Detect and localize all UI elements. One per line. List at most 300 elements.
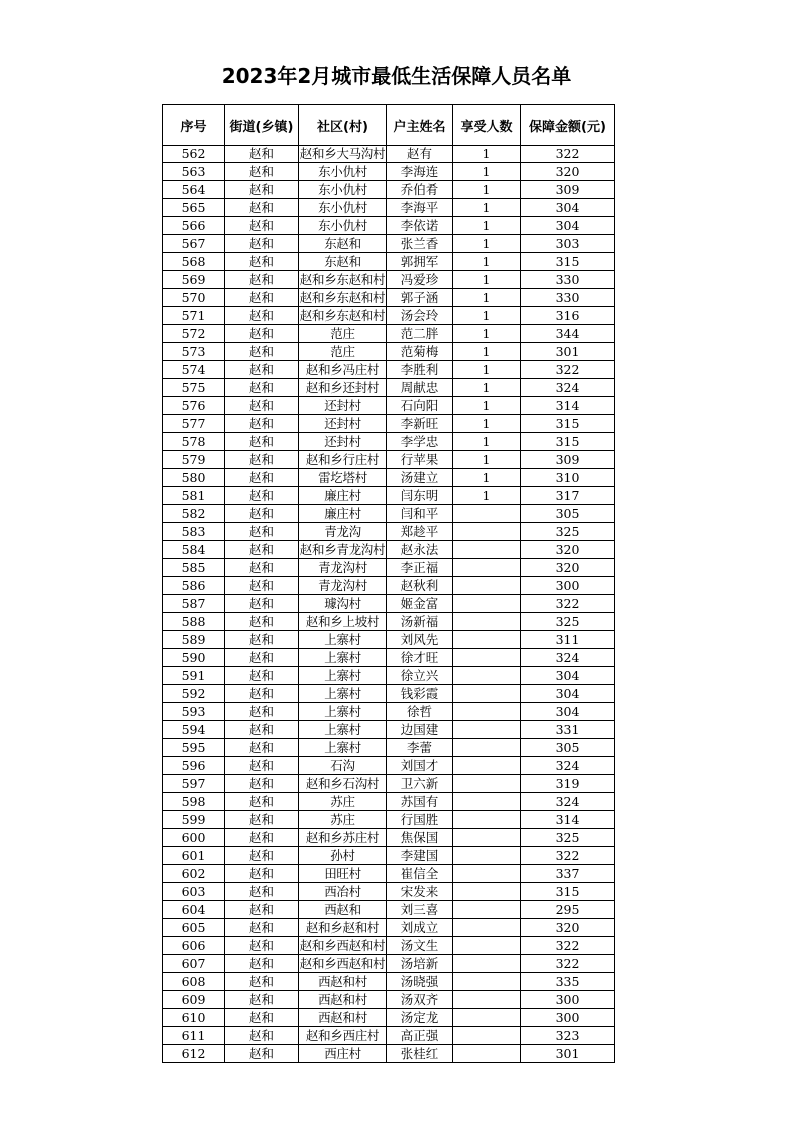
cell-name: 赵永法 (387, 541, 453, 559)
cell-street: 赵和 (225, 649, 299, 667)
cell-street: 赵和 (225, 325, 299, 343)
table-row (163, 973, 615, 991)
cell-amount: 319 (521, 775, 615, 793)
cell-amount: 301 (521, 1045, 615, 1063)
cell-name: 行国胜 (387, 811, 453, 829)
cell-community: 赵和乡西赵和村 (299, 956, 386, 971)
cell-no: 601 (163, 847, 225, 865)
cell-community: 苏庄 (299, 793, 387, 811)
cell-community: 赵和乡青龙沟村 (299, 542, 386, 557)
cell-people: 1 (453, 487, 521, 505)
cell-street: 赵和 (225, 757, 299, 775)
cell-name: 赵秋利 (387, 577, 453, 595)
cell-street: 赵和 (225, 685, 299, 703)
cell-amount: 331 (521, 721, 615, 739)
cell-amount: 295 (521, 901, 615, 919)
table-row (163, 343, 615, 361)
cell-people (453, 865, 521, 883)
table-row (163, 163, 615, 181)
roster-table (162, 104, 615, 1063)
cell-community: 东赵和 (299, 253, 387, 271)
column-header-name: 户主姓名 (387, 105, 453, 146)
cell-people (453, 613, 521, 631)
cell-community: 上寨村 (299, 631, 387, 649)
cell-name: 边国建 (387, 721, 453, 739)
cell-no: 591 (163, 667, 225, 685)
cell-community: 上寨村 (299, 739, 387, 757)
table-row (163, 721, 615, 739)
cell-no: 584 (163, 541, 225, 559)
cell-no: 574 (163, 361, 225, 379)
cell-community: 西庄村 (299, 1045, 387, 1063)
cell-street: 赵和 (225, 271, 299, 289)
cell-street: 赵和 (225, 1045, 299, 1063)
cell-street: 赵和 (225, 307, 299, 325)
table-row (163, 937, 615, 955)
cell-amount: 325 (521, 523, 615, 541)
cell-people: 1 (453, 271, 521, 289)
table-row (163, 577, 615, 595)
cell-people: 1 (453, 181, 521, 199)
cell-street: 赵和 (225, 217, 299, 235)
cell-no: 565 (163, 199, 225, 217)
cell-community: 还封村 (299, 415, 387, 433)
cell-no: 592 (163, 685, 225, 703)
cell-name: 高正强 (387, 1027, 453, 1045)
table-row (163, 559, 615, 577)
table-row (163, 271, 615, 289)
cell-name: 卫六新 (387, 775, 453, 793)
cell-no: 586 (163, 577, 225, 595)
cell-people (453, 973, 521, 991)
cell-name: 赵有 (387, 146, 453, 163)
cell-community: 赵和乡赵和村 (299, 919, 387, 937)
cell-name: 汤培新 (387, 955, 453, 973)
cell-people (453, 667, 521, 685)
cell-name: 崔信全 (387, 865, 453, 883)
table-row (163, 739, 615, 757)
cell-community: 范庄 (299, 325, 387, 343)
table-row (163, 775, 615, 793)
table-row (163, 469, 615, 487)
cell-street: 赵和 (225, 433, 299, 451)
cell-name: 李蕾 (387, 739, 453, 757)
cell-name: 闫和平 (387, 505, 453, 523)
cell-name: 钱彩霞 (387, 685, 453, 703)
cell-street: 赵和 (225, 469, 299, 487)
cell-no: 612 (163, 1045, 225, 1063)
cell-community: 田旺村 (299, 865, 387, 883)
cell-people (453, 775, 521, 793)
page-title: 2023年2月城市最低生活保障人员名单 (221, 64, 572, 88)
table-row (163, 757, 615, 775)
cell-people (453, 739, 521, 757)
cell-amount: 330 (521, 289, 615, 307)
cell-name: 汤晓强 (387, 973, 453, 991)
cell-people: 1 (453, 146, 521, 163)
cell-name: 郭子涵 (387, 289, 453, 307)
cell-people (453, 919, 521, 937)
cell-community: 赵和乡西赵和村 (299, 938, 386, 953)
cell-name: 刘三喜 (387, 901, 453, 919)
cell-people (453, 1027, 521, 1045)
cell-no: 610 (163, 1009, 225, 1027)
cell-community: 青龙沟村 (299, 577, 387, 595)
cell-community: 孙村 (299, 847, 387, 865)
table-row (163, 235, 615, 253)
table-row (163, 919, 615, 937)
table-row (163, 1045, 615, 1063)
cell-street: 赵和 (225, 577, 299, 595)
cell-no: 571 (163, 307, 225, 325)
cell-no: 590 (163, 649, 225, 667)
table-row (163, 523, 615, 541)
cell-amount: 315 (521, 415, 615, 433)
cell-community: 东赵和 (299, 235, 387, 253)
cell-name: 姬金富 (387, 595, 453, 613)
cell-community: 廉庄村 (299, 505, 387, 523)
cell-street: 赵和 (225, 955, 299, 973)
cell-amount: 320 (521, 559, 615, 577)
table-row (163, 397, 615, 415)
cell-community: 东小仇村 (299, 163, 387, 181)
cell-community: 西赵和村 (299, 973, 387, 991)
table-row (163, 685, 615, 703)
cell-community: 苏庄 (299, 811, 387, 829)
table-row (163, 541, 615, 559)
cell-amount: 325 (521, 613, 615, 631)
cell-amount: 311 (521, 631, 615, 649)
cell-amount: 310 (521, 469, 615, 487)
cell-community: 赵和乡上坡村 (299, 613, 387, 631)
table-row (163, 613, 615, 631)
table-row (163, 1009, 615, 1027)
cell-name: 行苹果 (387, 451, 453, 469)
cell-amount: 304 (521, 685, 615, 703)
cell-name: 郑趁平 (387, 523, 453, 541)
table-row (163, 847, 615, 865)
cell-no: 598 (163, 793, 225, 811)
cell-name: 周献忠 (387, 379, 453, 397)
cell-no: 593 (163, 703, 225, 721)
cell-amount: 322 (521, 955, 615, 973)
cell-street: 赵和 (225, 181, 299, 199)
cell-name: 徐才旺 (387, 649, 453, 667)
cell-no: 597 (163, 775, 225, 793)
cell-no: 580 (163, 469, 225, 487)
cell-name: 冯爱珍 (387, 271, 453, 289)
cell-community: 东小仇村 (299, 199, 387, 217)
cell-name: 石向阳 (387, 397, 453, 415)
table-row (163, 1027, 615, 1045)
column-header-people: 享受人数 (453, 105, 521, 146)
cell-amount: 322 (521, 146, 615, 163)
cell-amount: 314 (521, 811, 615, 829)
cell-people: 1 (453, 433, 521, 451)
cell-community: 雷圪塔村 (299, 469, 387, 487)
cell-name: 李海连 (387, 163, 453, 181)
cell-name: 焦保国 (387, 829, 453, 847)
table-row (163, 793, 615, 811)
table-row (163, 631, 615, 649)
cell-amount: 315 (521, 253, 615, 271)
cell-no: 573 (163, 343, 225, 361)
cell-community: 西赵和 (299, 901, 387, 919)
table-row (163, 181, 615, 199)
cell-street: 赵和 (225, 793, 299, 811)
cell-community: 上寨村 (299, 649, 387, 667)
cell-people (453, 577, 521, 595)
cell-no: 596 (163, 757, 225, 775)
table-row (163, 703, 615, 721)
cell-people: 1 (453, 361, 521, 379)
header-row (163, 105, 615, 146)
cell-street: 赵和 (225, 505, 299, 523)
cell-street: 赵和 (225, 1009, 299, 1027)
cell-no: 611 (163, 1027, 225, 1045)
cell-no: 568 (163, 253, 225, 271)
table-row (163, 146, 615, 163)
column-header-community: 社区(村) (299, 105, 387, 146)
cell-people (453, 523, 521, 541)
cell-amount: 324 (521, 379, 615, 397)
cell-amount: 300 (521, 577, 615, 595)
cell-amount: 320 (521, 541, 615, 559)
cell-street: 赵和 (225, 865, 299, 883)
cell-people (453, 721, 521, 739)
cell-people: 1 (453, 289, 521, 307)
cell-amount: 303 (521, 235, 615, 253)
cell-no: 570 (163, 289, 225, 307)
cell-amount: 316 (521, 307, 615, 325)
cell-street: 赵和 (225, 361, 299, 379)
cell-no: 609 (163, 991, 225, 1009)
cell-name: 宋发来 (387, 883, 453, 901)
cell-name: 李海平 (387, 199, 453, 217)
cell-no: 605 (163, 919, 225, 937)
cell-people (453, 955, 521, 973)
cell-amount: 344 (521, 325, 615, 343)
cell-street: 赵和 (225, 523, 299, 541)
cell-community: 上寨村 (299, 703, 387, 721)
table-row (163, 649, 615, 667)
cell-amount: 305 (521, 739, 615, 757)
cell-name: 张兰香 (387, 235, 453, 253)
cell-street: 赵和 (225, 235, 299, 253)
cell-people (453, 703, 521, 721)
cell-name: 汤会玲 (387, 307, 453, 325)
cell-name: 李胜利 (387, 361, 453, 379)
cell-no: 576 (163, 397, 225, 415)
cell-street: 赵和 (225, 847, 299, 865)
cell-name: 刘国才 (387, 757, 453, 775)
cell-community: 上寨村 (299, 685, 387, 703)
cell-people (453, 631, 521, 649)
cell-name: 张桂红 (387, 1045, 453, 1063)
cell-amount: 300 (521, 1009, 615, 1027)
cell-street: 赵和 (225, 613, 299, 631)
cell-amount: 325 (521, 829, 615, 847)
cell-people (453, 559, 521, 577)
cell-amount: 309 (521, 181, 615, 199)
cell-street: 赵和 (225, 451, 299, 469)
table-row (163, 325, 615, 343)
cell-street: 赵和 (225, 829, 299, 847)
cell-people: 1 (453, 235, 521, 253)
cell-no: 575 (163, 379, 225, 397)
cell-amount: 324 (521, 793, 615, 811)
cell-street: 赵和 (225, 775, 299, 793)
cell-name: 苏国有 (387, 793, 453, 811)
cell-community: 青龙沟村 (299, 559, 387, 577)
cell-street: 赵和 (225, 379, 299, 397)
cell-people: 1 (453, 397, 521, 415)
cell-no: 588 (163, 613, 225, 631)
cell-amount: 300 (521, 991, 615, 1009)
cell-community: 赵和乡还封村 (299, 379, 387, 397)
cell-amount: 335 (521, 973, 615, 991)
cell-people: 1 (453, 253, 521, 271)
cell-people: 1 (453, 325, 521, 343)
cell-people (453, 793, 521, 811)
cell-street: 赵和 (225, 289, 299, 307)
table-row (163, 217, 615, 235)
cell-no: 579 (163, 451, 225, 469)
cell-community: 赵和乡大马沟村 (299, 146, 386, 161)
cell-amount: 322 (521, 937, 615, 955)
cell-name: 范二胖 (387, 325, 453, 343)
cell-no: 581 (163, 487, 225, 505)
cell-community: 廉庄村 (299, 487, 387, 505)
cell-name: 闫东明 (387, 487, 453, 505)
cell-amount: 304 (521, 667, 615, 685)
cell-name: 乔伯肴 (387, 181, 453, 199)
cell-community: 赵和乡苏庄村 (299, 829, 387, 847)
cell-no: 572 (163, 325, 225, 343)
cell-community: 上寨村 (299, 667, 387, 685)
cell-street: 赵和 (225, 883, 299, 901)
cell-name: 徐立兴 (387, 667, 453, 685)
cell-street: 赵和 (225, 146, 299, 163)
cell-street: 赵和 (225, 991, 299, 1009)
cell-no: 599 (163, 811, 225, 829)
cell-community: 赵和乡石沟村 (299, 775, 387, 793)
table-body (163, 146, 615, 1063)
cell-people (453, 685, 521, 703)
cell-street: 赵和 (225, 541, 299, 559)
cell-name: 李新旺 (387, 415, 453, 433)
table-row (163, 199, 615, 217)
cell-community: 东小仇村 (299, 181, 387, 199)
cell-amount: 317 (521, 487, 615, 505)
cell-street: 赵和 (225, 343, 299, 361)
cell-no: 604 (163, 901, 225, 919)
table-row (163, 433, 615, 451)
cell-street: 赵和 (225, 487, 299, 505)
cell-street: 赵和 (225, 415, 299, 433)
cell-community: 赵和乡东赵和村 (299, 308, 386, 323)
cell-street: 赵和 (225, 631, 299, 649)
cell-no: 569 (163, 271, 225, 289)
cell-community: 赵和乡冯庄村 (299, 361, 387, 379)
cell-people (453, 1045, 521, 1063)
cell-community: 西赵和村 (299, 1009, 387, 1027)
cell-community: 璩沟村 (299, 595, 387, 613)
table-row (163, 865, 615, 883)
cell-amount: 301 (521, 343, 615, 361)
cell-no: 602 (163, 865, 225, 883)
cell-people (453, 847, 521, 865)
cell-street: 赵和 (225, 559, 299, 577)
table-row (163, 829, 615, 847)
cell-name: 李建国 (387, 847, 453, 865)
cell-street: 赵和 (225, 739, 299, 757)
cell-community: 还封村 (299, 433, 387, 451)
cell-people: 1 (453, 343, 521, 361)
cell-community: 范庄 (299, 343, 387, 361)
cell-amount: 315 (521, 883, 615, 901)
cell-people (453, 829, 521, 847)
cell-community: 赵和乡东赵和村 (299, 272, 386, 287)
cell-amount: 304 (521, 703, 615, 721)
cell-street: 赵和 (225, 199, 299, 217)
cell-street: 赵和 (225, 721, 299, 739)
cell-amount: 304 (521, 199, 615, 217)
cell-no: 589 (163, 631, 225, 649)
cell-people: 1 (453, 415, 521, 433)
cell-amount: 324 (521, 757, 615, 775)
cell-no: 595 (163, 739, 225, 757)
cell-no: 562 (163, 146, 225, 163)
cell-street: 赵和 (225, 1027, 299, 1045)
cell-people (453, 811, 521, 829)
cell-community: 青龙沟 (299, 523, 387, 541)
table-row (163, 361, 615, 379)
cell-people (453, 505, 521, 523)
table-row (163, 811, 615, 829)
cell-name: 李学忠 (387, 433, 453, 451)
table-row (163, 451, 615, 469)
cell-community: 赵和乡东赵和村 (299, 290, 386, 305)
cell-street: 赵和 (225, 811, 299, 829)
table-row (163, 307, 615, 325)
cell-no: 608 (163, 973, 225, 991)
cell-no: 564 (163, 181, 225, 199)
cell-amount: 309 (521, 451, 615, 469)
cell-street: 赵和 (225, 253, 299, 271)
cell-community: 赵和乡西庄村 (299, 1027, 387, 1045)
cell-name: 汤文生 (387, 937, 453, 955)
cell-amount: 337 (521, 865, 615, 883)
cell-no: 587 (163, 595, 225, 613)
cell-name: 汤双齐 (387, 991, 453, 1009)
cell-no: 600 (163, 829, 225, 847)
cell-people: 1 (453, 451, 521, 469)
cell-people (453, 757, 521, 775)
cell-name: 刘风先 (387, 631, 453, 649)
cell-amount: 323 (521, 1027, 615, 1045)
cell-amount: 324 (521, 649, 615, 667)
cell-amount: 322 (521, 595, 615, 613)
cell-amount: 304 (521, 217, 615, 235)
cell-name: 徐哲 (387, 703, 453, 721)
table-row (163, 955, 615, 973)
cell-no: 582 (163, 505, 225, 523)
table-row (163, 289, 615, 307)
cell-amount: 315 (521, 433, 615, 451)
cell-street: 赵和 (225, 595, 299, 613)
cell-name: 汤建立 (387, 469, 453, 487)
